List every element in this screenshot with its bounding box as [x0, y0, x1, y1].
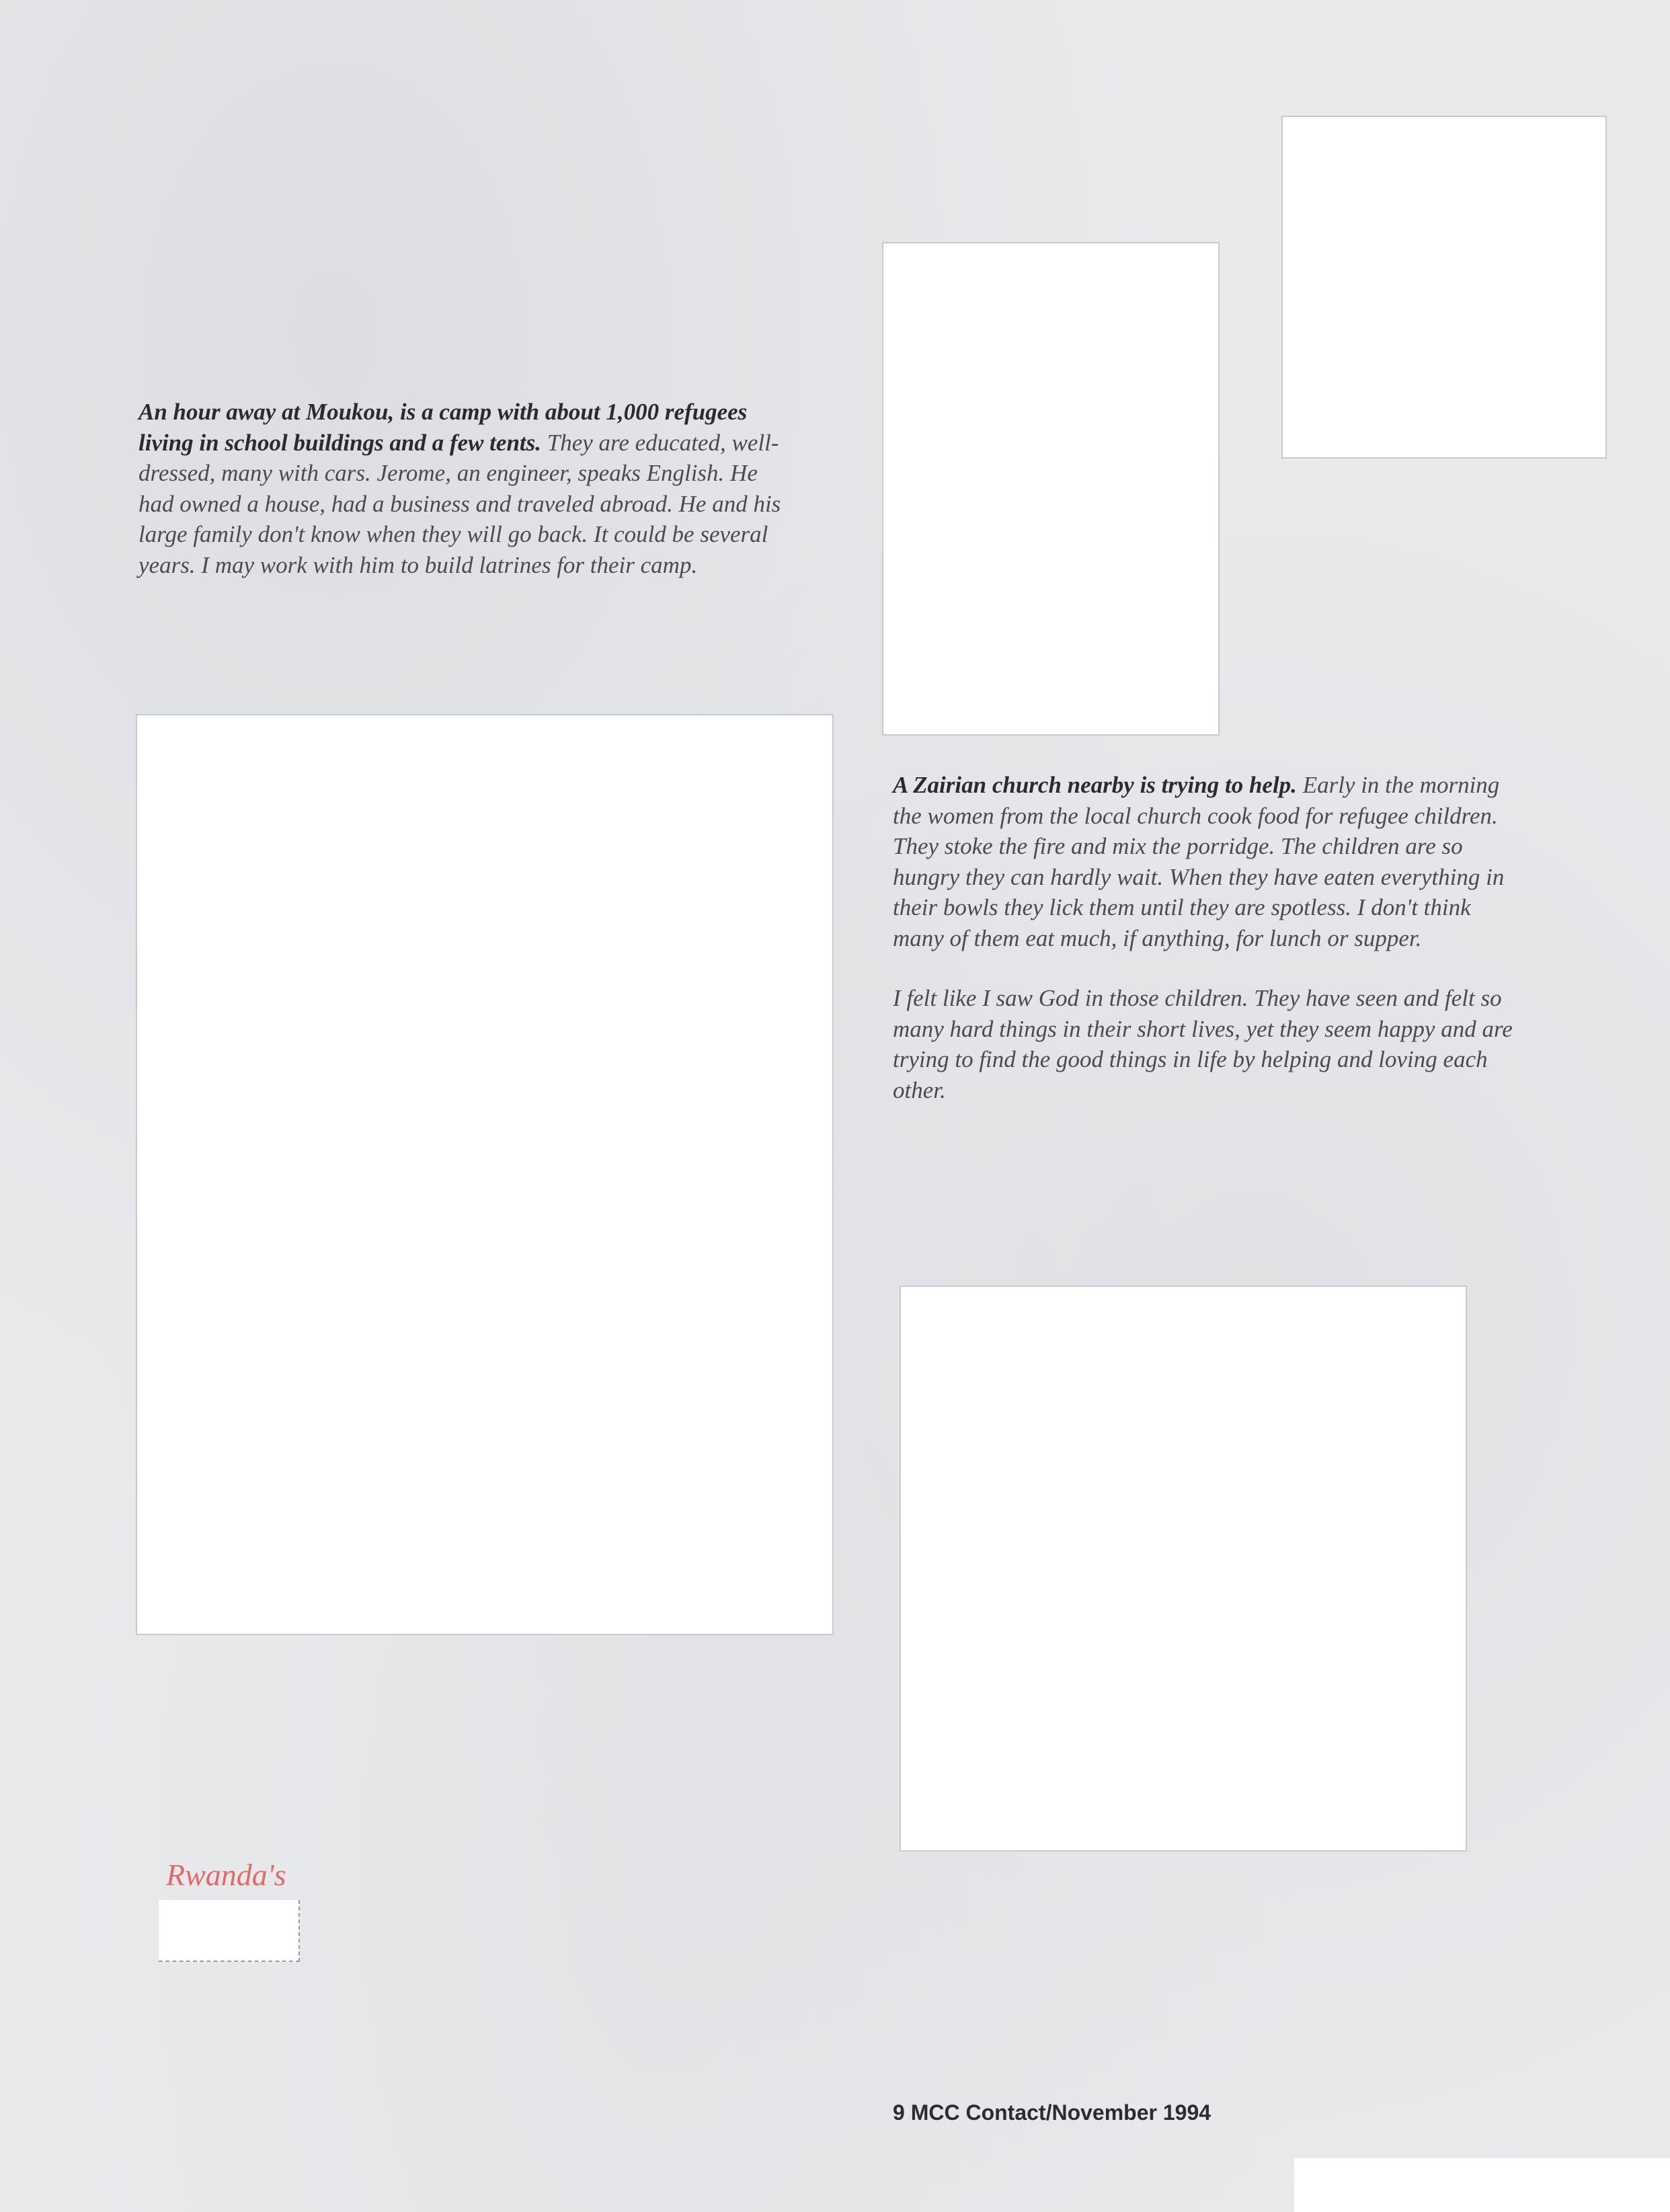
photo-top-right [1281, 116, 1607, 459]
stamp-blank-box [159, 1900, 300, 1962]
church-paragraph [893, 770, 1525, 953]
church-lead: A Zairian church nearby is trying to help. [893, 772, 1297, 798]
moukou-paragraph [138, 397, 784, 580]
photo-bottom-right [900, 1286, 1467, 1852]
church-body: Early in the morning the women from the local church cook food for refugee children. They stoke the fire and mix the porridge. The children are so hungry they can hardly wait. When they have eaten everything in their bowls they lick them until they are spotless. I don't think many of them eat much, if anything, for lunch or supper. [893, 772, 1505, 951]
moukou-body: They are educated, well-dressed, many with cars. Jerome, an engineer, speaks English. He had owned a house, had a business and traveled abroad. He and his large family don't know when they will go back. It could be several years. I may work with him to build latrines for their camp. [138, 429, 781, 578]
moukou-lead: An hour away at Moukou, is a camp with about 1,000 refugees living in school buildings and a few tents. [138, 399, 748, 456]
god-body: I felt like I saw God in those children. They have seen and felt so many hard things in their short lives, yet they seem happy and are trying to find the good things in life by helping and loving each other. [893, 985, 1513, 1103]
page-footer: 9 MCC Contact/November 1994 [893, 2100, 1211, 2125]
corner-white-patch [1294, 2158, 1670, 2212]
text-block-church [893, 770, 1525, 1105]
photo-middle-right-tall [882, 242, 1220, 736]
photo-large-left [136, 714, 834, 1635]
text-block-moukou [138, 397, 784, 580]
god-paragraph [893, 983, 1525, 1105]
rwandas-stamp-text: Rwanda's [166, 1858, 286, 1892]
